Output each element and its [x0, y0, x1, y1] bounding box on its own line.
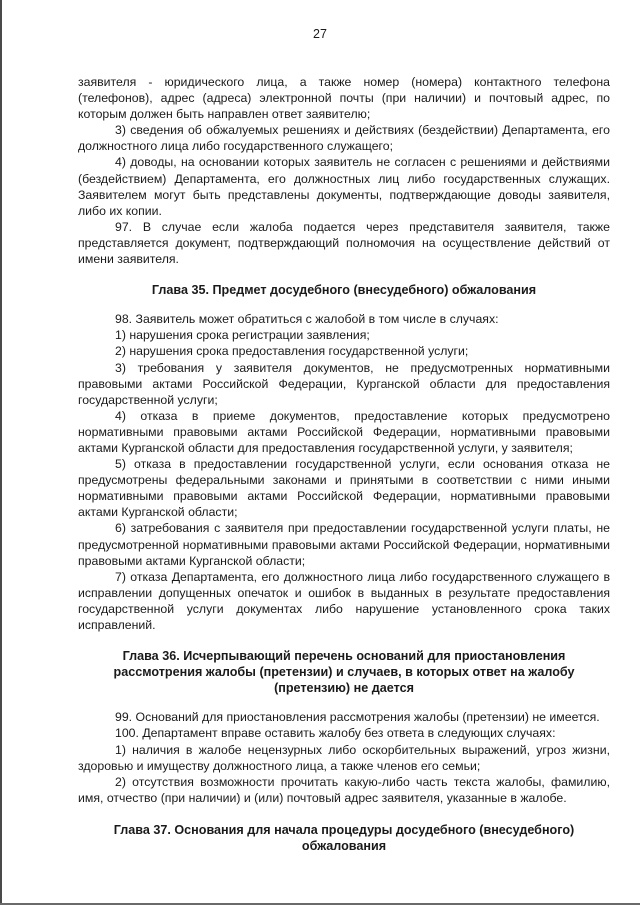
chapter-heading: Глава 36. Исчерпывающий перечень оснований для приостановления рассмотрения жалобы (претензии) и случаев, в которых ответ на жалобу (претензию) не дается	[113, 649, 575, 696]
paragraph-item: 99. Оснований для приостановления рассмотрения жалобы (претензии) не имеется.	[115, 710, 600, 725]
page-left-edge	[0, 0, 2, 905]
paragraph-item: 2) отсутствия возможности прочитать какую-либо часть текста жалобы, фамилию, имя, отчество (при наличии) и (или) почтовый адрес заявителя, указанные в жалобе.	[78, 774, 610, 805]
paragraph-item: 97. В случае если жалоба подается через представителя заявителя, также представляется документ, подтверждающий полномочия на осуществление действий от имени заявителя.	[78, 219, 610, 267]
paragraph-item: 2) нарушения срока предоставления государственной услуги;	[115, 344, 469, 359]
chapter-heading: Глава 37. Основания для начала процедуры досудебного (внесудебного) обжалования	[113, 822, 575, 854]
document-body	[78, 74, 610, 854]
paragraph-continuation: заявителя - юридического лица, а также номер (номера) контактного телефона (телефонов), адрес (адреса) электронной почты (при наличии) и почтовый адрес, по которым должен быть направлен ответ заявителю;	[78, 75, 610, 122]
paragraph-item: 98. Заявитель может обратиться с жалобой в том числе в случаях:	[115, 312, 499, 327]
paragraph-item: 5) отказа в предоставлении государственной услуги, если основания отказа не предусмотрены федеральными законами и принятыми в соответствии с ними иными нормативными правовыми актами Российской Федерации, нормативными правовыми актами Курганской области;	[78, 457, 610, 520]
paragraph-item: 3) требования у заявителя документов, не предусмотренных нормативными правовыми актами Российской Федерации, Курганской области для предоставления государственной услуги;	[78, 360, 610, 407]
paragraph-item: 3) сведения об обжалуемых решениях и действиях (бездействии) Департамента, его должностного лица либо государственного служащего;	[78, 123, 610, 154]
paragraph-item: 1) наличия в жалобе нецензурных либо оскорбительных выражений, угроз жизни, здоровью и имуществу должностного лица, а также членов его семьи;	[78, 742, 610, 773]
paragraph-item: 7) отказа Департамента, его должностного лица либо государственного служащего в исправлении допущенных опечаток и ошибок в выданных в результате предоставления государственной услуги документах либо нарушение установленного срока таких исправлений.	[78, 569, 610, 632]
paragraph-item: 1) нарушения срока регистрации заявления;	[115, 328, 370, 343]
paragraph-item: 100. Департамент вправе оставить жалобу без ответа в следующих случаях:	[115, 726, 556, 741]
paragraph-item: 6) затребования с заявителя при предоставлении государственной услуги платы, не предусмотренной нормативными правовыми актами Российской Федерации, нормативными правовыми актами Курганской области;	[78, 521, 610, 568]
page-number: 27	[313, 27, 327, 41]
chapter-heading: Глава 35. Предмет досудебного (внесудебного) обжалования	[151, 283, 537, 298]
paragraph-item: 4) доводы, на основании которых заявитель не согласен с решениями и действиями (бездействием) Департамента, его должностных лиц либо государственных служащих. Заявителем могут быть представлены документы, подтверждающие доводы заявителя, либо их копии.	[78, 155, 610, 218]
paragraph-item: 4) отказа в приеме документов, предоставление которых предусмотрено нормативными правовыми актами Российской Федерации, нормативными правовыми актами Курганской области для предоставления государственной услуги, у заявителя;	[78, 408, 610, 455]
